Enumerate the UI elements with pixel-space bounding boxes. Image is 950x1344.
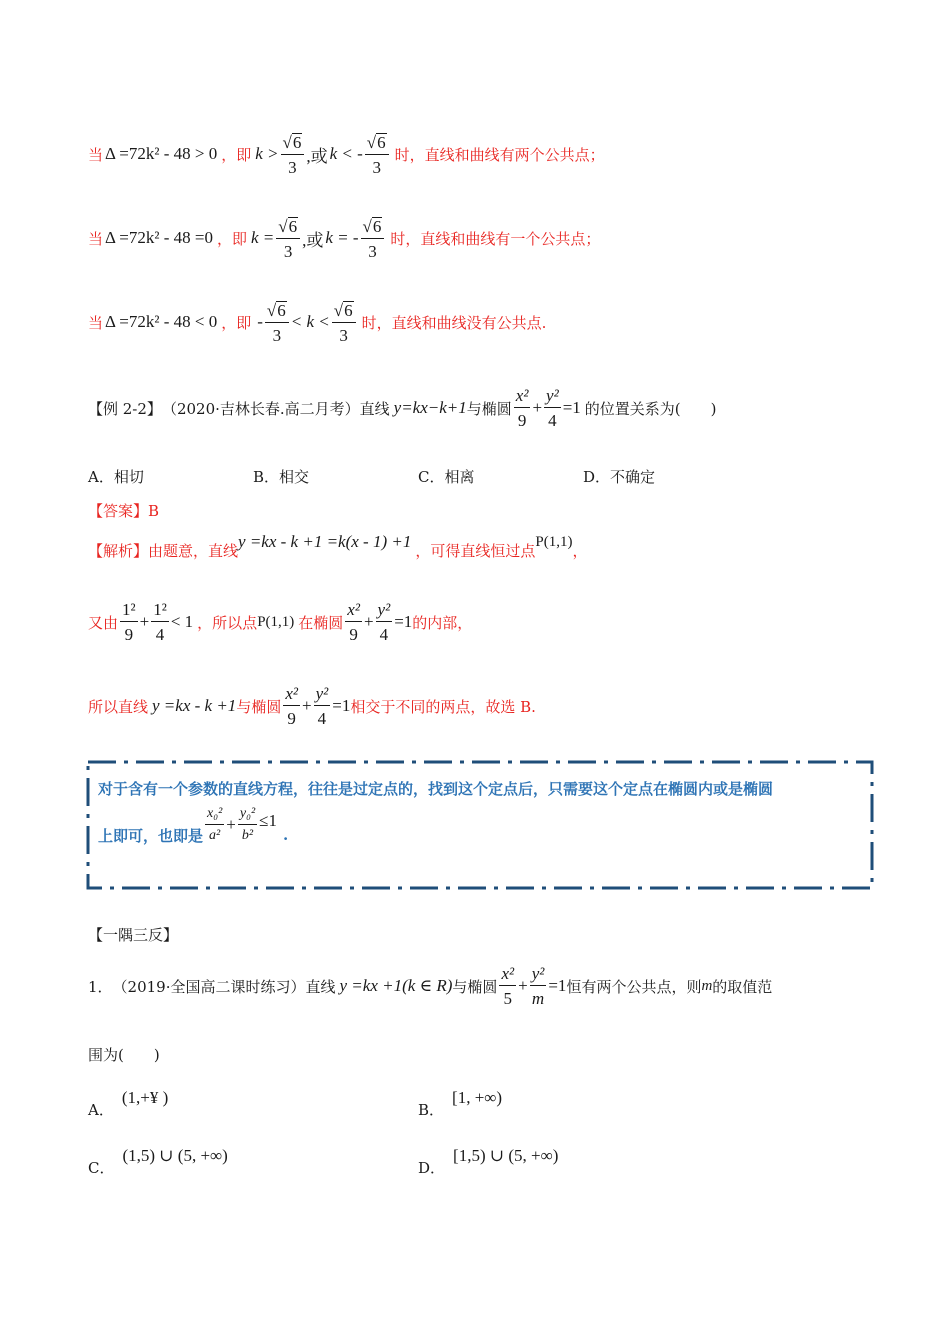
case1-line (88, 128, 605, 180)
tip-line1: 对于含有一个参数的直线方程，往往是过定点的，找到这个定点后，只需要这个定点在椭圆内或是椭圆 (98, 780, 774, 798)
example-option-b: B．相交 (253, 468, 310, 486)
option-value: [1,5) ∪ (5, +∞) (453, 1146, 559, 1165)
case2-ji: ，即 (216, 229, 247, 248)
case2-prefix: 当 (88, 229, 104, 248)
plus-sign: + (139, 612, 150, 631)
case3-minus: - (257, 312, 263, 331)
tip-frac-x: $\frac{\text{x₀²}}{\text{a²}}$ (207, 806, 223, 843)
analysis-line2 (88, 594, 472, 650)
practice-q-mid: 与椭圆 (452, 977, 498, 996)
analysis-eq1b: =1 (394, 612, 413, 631)
practice-option-b (418, 1080, 502, 1120)
analysis-line2-mid2: 在椭圆 (298, 613, 344, 632)
plus-sign: + (363, 612, 374, 631)
practice-q-tail2: 的取值范 (712, 977, 773, 996)
case2-suffix: 时，直线和曲线有一个公共点； (390, 229, 601, 248)
sqrt-radicand: 6 (377, 132, 386, 152)
practice-q-tail: 恒有两个公共点，则 (566, 977, 702, 996)
sqrt-radicand: 6 (288, 216, 298, 236)
case1-frac-a: $\frac{√6}{3}$ (281, 133, 305, 176)
tip-le: ≤1 (259, 811, 278, 830)
analysis-line3-y: $\frac{\text{y²}}{4}$ (315, 684, 329, 728)
frac-den: 3 (288, 157, 297, 177)
practice-option-d (418, 1138, 558, 1178)
case1-suffix: 时，直线和曲线有两个公共点； (394, 145, 605, 164)
practice-frac-y: $\frac{\text{y²}}{m}$ (531, 964, 545, 1008)
frac-den: 3 (372, 157, 381, 177)
example-plus: + (532, 398, 543, 417)
analysis-line3-eq1: =1 (332, 696, 351, 715)
case3-ji: ，即 (221, 313, 252, 332)
example-line-eq: y=kx−k+1 (393, 398, 467, 417)
practice-option-c (88, 1138, 228, 1178)
analysis-line3-pre: 所以直线 (88, 697, 149, 716)
analysis-text3: ， (572, 541, 588, 560)
analysis-line3 (88, 678, 536, 734)
analysis-line3-x: $\frac{\text{x²}}{9}$ (285, 684, 298, 728)
analysis-frac-2: $\frac{\text{1²}}{4}$ (153, 600, 167, 644)
example-tail: 的位置关系为( ) (584, 399, 717, 418)
case2-cond-b: k = - (325, 228, 359, 247)
answer-label: 【答案】 (88, 502, 149, 520)
analysis-ellipse-y: $\frac{\text{y²}}{4}$ (377, 600, 391, 644)
practice-q-src: （2019·全国高二课时练习）直线 (112, 977, 336, 996)
case1-cond-a: k > (255, 144, 279, 163)
frac-den: 3 (272, 325, 282, 345)
example-option-c: C．相离 (418, 468, 475, 486)
case3-line (88, 296, 546, 348)
example-line (88, 380, 717, 436)
option-value: (1,5) ∪ (5, +∞) (122, 1146, 228, 1165)
case2-cond-a: k = (250, 228, 275, 247)
sqrt-radicand: 6 (277, 300, 286, 320)
case3-prefix: 当 (88, 313, 104, 332)
analysis-lt: < 1 (170, 612, 194, 631)
tip-line2 (98, 800, 288, 850)
example-frac-x: $\frac{\text{x²}}{9}$ (515, 386, 529, 430)
practice-option-a (88, 1080, 168, 1120)
option-value: [1, +∞) (452, 1088, 503, 1107)
practice-question (88, 956, 772, 1016)
case2-delta: Δ =72k² - 48 =0 (105, 228, 213, 247)
frac-den: 3 (339, 325, 348, 345)
analysis-line1 (88, 530, 587, 570)
frac-den: 3 (283, 241, 293, 261)
analysis-line2-pre: 又由 (88, 613, 119, 632)
example-option-d: D．不确定 (583, 468, 656, 486)
analysis-ellipse-x: $\frac{\text{x²}}{9}$ (347, 600, 360, 644)
answer-line (88, 500, 159, 521)
case2-frac-b: $\frac{√6}{3}$ (361, 217, 385, 260)
frac-den: 3 (368, 241, 377, 261)
case2-frac-a: $\frac{√6}{3}$ (276, 217, 300, 260)
example-frac-y: $\frac{\text{y²}}{4}$ (546, 386, 559, 430)
tip-frac-y: $\frac{\text{y₀²}}{\text{b²}}$ (239, 806, 256, 843)
example-source: （2020·吉林长春.高二月考）直线 (161, 399, 390, 418)
analysis-line2-mid: ，所以点 (197, 613, 258, 632)
option-label: D． (418, 1159, 446, 1177)
option-value: (1,+¥ ) (121, 1088, 169, 1107)
example-mid: 与椭圆 (466, 399, 512, 418)
analysis-line3-eq: y =kx - k +1 (152, 696, 237, 715)
case1-or: ,或 (306, 146, 328, 166)
analysis-point: P(1,1) (535, 533, 573, 550)
case1-prefix: 当 (88, 145, 104, 164)
practice-q-eq1: =1 (548, 976, 567, 995)
sqrt-radicand: 6 (372, 216, 382, 236)
case1-delta: Δ =72k² - 48 > 0 (105, 144, 218, 163)
plus-sign: + (226, 815, 236, 834)
option-label: C． (88, 1159, 115, 1177)
practice-q-no: 1． (88, 977, 113, 996)
answer-value: B (148, 502, 160, 520)
practice-frac-x: $\frac{\text{x²}}{5}$ (501, 964, 515, 1008)
example-eq: =1 (562, 398, 581, 417)
case3-mid: < k < (290, 312, 330, 331)
analysis-line2-point: P(1,1) (257, 613, 295, 630)
analysis-eq1: y =kx - k +1 =k(x - 1) +1 (238, 532, 412, 551)
plus-sign: + (301, 696, 312, 715)
case2-or: ,或 (302, 230, 324, 250)
example-label: 【例 2-2】 (88, 399, 162, 418)
case3-delta: Δ =72k² - 48 < 0 (105, 312, 218, 331)
case1-frac-b: $\frac{√6}{3}$ (365, 133, 389, 176)
plus-sign: + (518, 976, 528, 995)
practice-header: 【一隅三反】 (88, 926, 179, 944)
analysis-text2: ，可得直线恒过点 (415, 541, 536, 560)
analysis-line3-tail: 相交于不同的两点，故选 B. (350, 697, 536, 716)
tip-line2-pre: 上即可，也即是 (98, 826, 204, 845)
case3-suffix: 时，直线和曲线没有公共点. (361, 313, 547, 332)
analysis-line3-mid: 与椭圆 (236, 697, 282, 716)
case1-cond-b: k < - (329, 144, 363, 163)
case3-frac-b: $\frac{√6}{3}$ (332, 301, 356, 344)
analysis-frac-1: $\frac{\text{1²}}{9}$ (122, 600, 136, 644)
case1-ji: ，即 (221, 145, 252, 164)
analysis-label: 【解析】 (88, 541, 149, 560)
practice-q-line2: 围为( ) (88, 1046, 160, 1064)
analysis-line2-tail: 的内部， (412, 613, 473, 632)
tip-dot: . (283, 826, 289, 844)
example-option-a: A．相切 (88, 468, 144, 486)
option-label: A． (88, 1101, 114, 1119)
sqrt-radicand: 6 (344, 300, 353, 320)
practice-q-eq: y =kx +1(k ∈ R) (339, 976, 453, 995)
option-label: B． (418, 1101, 445, 1119)
case3-frac-a: $\frac{√6}{3}$ (265, 301, 289, 344)
analysis-text1: 由题意，直线 (148, 541, 239, 560)
sqrt-radicand: 6 (292, 132, 302, 152)
practice-q-m: m (701, 977, 713, 994)
case2-line (88, 212, 600, 264)
